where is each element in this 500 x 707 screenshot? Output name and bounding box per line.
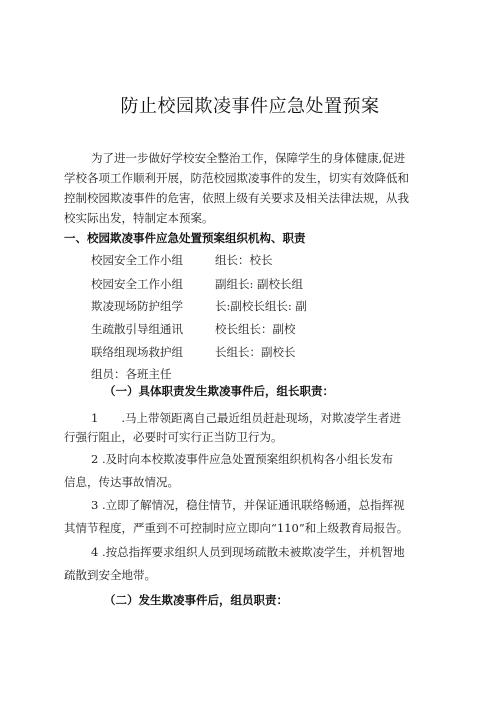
item-line: 4 .按总指挥要求组织人员到现场疏散未被欺凌学生，并机智地 [91, 545, 405, 559]
item-line: 信息，传达事故情况。 [64, 475, 179, 489]
section-heading: 一、校园欺凌事件应急处置预案组织机构、职责 [64, 231, 306, 245]
item-line: 3 .立即了解情况，稳住情节，并保证通讯联络畅通，总指挥视 [91, 498, 405, 512]
org-row [91, 344, 296, 360]
item-line: 行强行阻止，必要时可实行正当防卫行为。 [64, 430, 283, 444]
org-row-role: 长:副校长组长: 副 [215, 299, 307, 313]
org-row [91, 252, 273, 268]
org-row-role: 副组长: 副校长组 [215, 277, 304, 291]
org-row [91, 321, 296, 337]
item-line: 2 .及时向本校欺凌事件应急处置预案组织机构各小组长发布 [91, 452, 394, 466]
document-title: 防止校园欺凌事件应急处置预案 [120, 96, 380, 117]
subsection-heading: （二）发生欺凌事件后，组员职责： [104, 593, 288, 607]
members-line: 组员：各班主任 [91, 367, 172, 381]
org-row-group: 生疏散引导组通讯 [91, 322, 183, 336]
org-row-group: 校园安全工作小组 [91, 277, 183, 291]
org-row-group: 校园安全工作小组 [91, 253, 183, 267]
org-row-role: 校长组长：副校 [215, 322, 296, 336]
subsection-heading: （一）具体职责发生欺凌事件后，组长职责： [104, 384, 334, 398]
intro-line: 控制校园欺凌事件的危害，依照上级有关要求及相关法律法规，从我 [64, 191, 409, 205]
org-row [91, 298, 307, 314]
intro-line: 学校各项工作顺利开展，防范校园欺凌事件的发生，切实有效降低和 [64, 171, 409, 185]
org-row-group: 联络组现场救护组 [91, 345, 183, 359]
org-row [91, 276, 303, 292]
item-line: 其情节程度，严重到不可控制时应立即向“110”和上级教育局报告。 [64, 521, 409, 535]
org-row-group: 欺凌现场防护组学 [91, 299, 183, 313]
item-line: 疏散到安全地带。 [64, 568, 156, 582]
intro-line: 校实际出发，特制定本预案。 [64, 211, 214, 225]
org-row-role: 长组长：副校长 [215, 345, 296, 359]
item-line: 1 .马上带领距离自己最近组员赶赴现场，对欺凌学生者进 [91, 411, 401, 425]
intro-line: 为了进一步做好学校安全整治工作，保障学生的身体健康,促进 [91, 151, 406, 165]
org-row-role: 组长：校长 [215, 253, 273, 267]
